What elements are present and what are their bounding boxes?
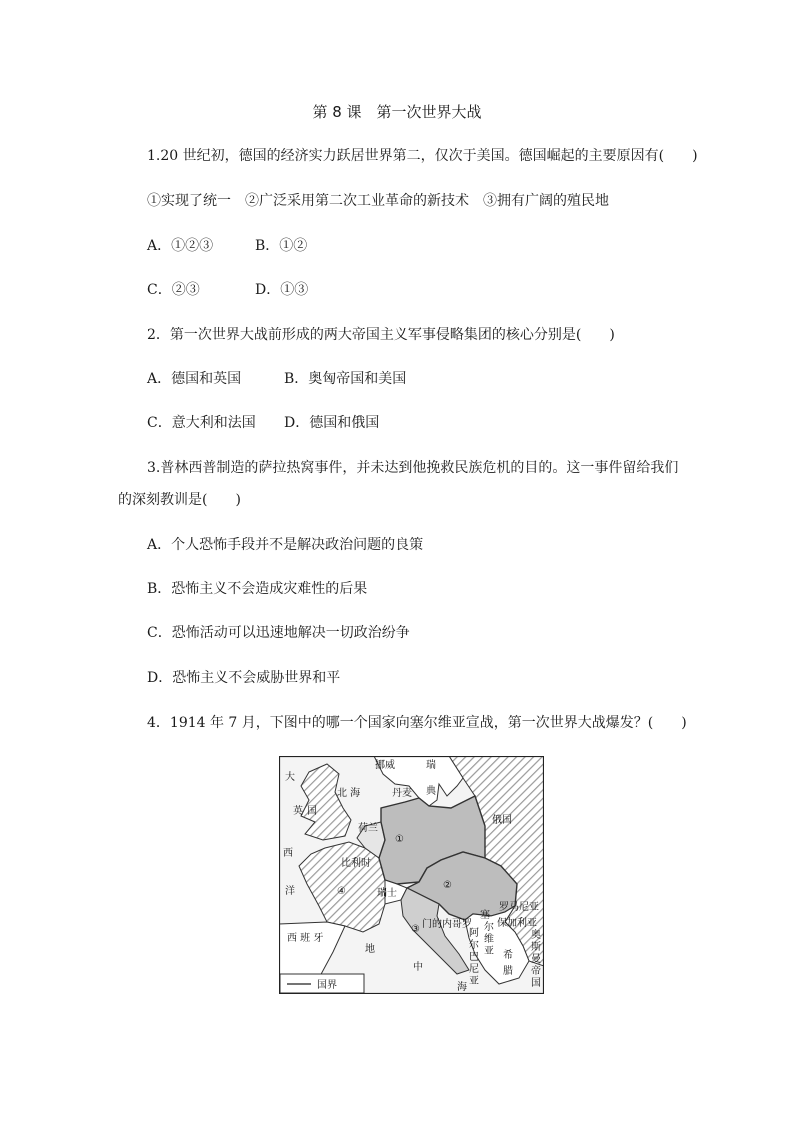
marker-4: ④ xyxy=(337,886,346,897)
label-med-2: 中 xyxy=(413,962,423,973)
question-3-option-b[interactable]: B．恐怖主义不会造成灾难性的后果 xyxy=(147,581,368,597)
label-ottoman-5: 国 xyxy=(531,978,541,989)
question-3-option-d[interactable]: D．恐怖主义不会威胁世界和平 xyxy=(147,670,341,686)
label-denmark: 丹麦 xyxy=(392,788,412,799)
label-ottoman-3: 曼 xyxy=(531,954,541,965)
question-3-option-a[interactable]: A．个人恐怖手段并不是解决政治问题的良策 xyxy=(147,537,424,553)
question-3-option-c[interactable]: C．恐怖活动可以迅速地解决一切政治纷争 xyxy=(147,625,410,641)
label-albania-1: 阿 xyxy=(469,928,479,939)
question-1-option-a[interactable]: A．①②③ xyxy=(147,238,214,254)
lesson-title: 第 8 课 第一次世界大战 xyxy=(312,103,482,121)
marker-1: ① xyxy=(395,834,404,845)
question-3-stem-line-2: 的深刻教训是( ) xyxy=(118,492,241,508)
map-svg xyxy=(279,756,544,994)
label-norway: 挪威 xyxy=(375,760,395,771)
label-med-3: 海 xyxy=(457,982,467,993)
question-2-option-d[interactable]: D．德国和俄国 xyxy=(284,415,380,431)
label-albania-4: 尼 xyxy=(469,964,479,975)
question-1-option-row-2 xyxy=(147,280,308,300)
question-1-option-row-1 xyxy=(147,236,307,256)
label-greece-1: 希 xyxy=(503,950,513,961)
question-2-option-c[interactable]: C．意大利和法国 xyxy=(147,415,256,431)
question-2-option-row-2 xyxy=(147,413,379,433)
question-1-items: ①实现了统一 ②广泛采用第二次工业革命的新技术 ③拥有广阔的殖民地 xyxy=(147,193,609,209)
label-montenegro: 门的内哥罗 xyxy=(422,919,472,930)
label-romania: 罗马尼亚 xyxy=(499,902,539,913)
label-albania-2: 尔 xyxy=(469,940,479,951)
question-1-option-d[interactable]: D．①③ xyxy=(255,282,309,298)
label-bulgaria: 保加利亚 xyxy=(497,918,537,929)
question-2-stem: 2．第一次世界大战前形成的两大帝国主义军事侵略集团的核心分别是( ) xyxy=(147,327,615,343)
label-spain: 西 班 牙 xyxy=(287,933,324,944)
label-albania-3: 巴 xyxy=(469,952,479,963)
label-switzerland: 瑞士 xyxy=(377,888,397,899)
label-serbia-4: 亚 xyxy=(484,946,494,957)
label-atlantic-2: 西 xyxy=(283,848,293,859)
label-greece-2: 腊 xyxy=(503,966,513,977)
label-med-1: 地 xyxy=(365,944,375,955)
question-2-option-b[interactable]: B．奥匈帝国和美国 xyxy=(284,371,407,387)
label-britain-1: 英 xyxy=(293,806,303,817)
label-serbia-1: 塞 xyxy=(480,910,490,921)
question-2-option-a[interactable]: A．德国和英国 xyxy=(147,371,242,387)
label-serbia-3: 维 xyxy=(484,934,494,945)
label-atlantic-3: 洋 xyxy=(285,886,295,897)
label-russia: 俄国 xyxy=(492,815,512,826)
question-4-stem: 4．1914 年 7 月，下图中的哪一个国家向塞尔维亚宣战，第一次世界大战爆发？( ) xyxy=(147,715,687,731)
label-belgium: 比利时 xyxy=(341,858,371,869)
label-ottoman-2: 斯 xyxy=(531,942,541,953)
label-netherlands: 荷兰 xyxy=(358,823,378,834)
question-1-option-b[interactable]: B．①② xyxy=(255,238,308,254)
question-1-option-c[interactable]: C．②③ xyxy=(147,282,200,298)
europe-1914-map xyxy=(279,756,544,994)
label-serbia-2: 尔 xyxy=(484,922,494,933)
marker-2: ② xyxy=(443,880,452,891)
label-ottoman-4: 帝 xyxy=(531,966,541,977)
label-atlantic-1: 大 xyxy=(285,772,295,783)
question-2-option-row-1 xyxy=(147,369,406,389)
label-north-sea: 北 海 xyxy=(337,788,361,799)
label-britain-2: 国 xyxy=(307,806,317,817)
label-sweden-2: 典 xyxy=(426,786,436,797)
label-ottoman-1: 奥 xyxy=(531,930,541,941)
legend-label: 国界 xyxy=(317,980,337,991)
marker-3: ③ xyxy=(411,924,420,935)
question-1-stem: 1.20 世纪初，德国的经济实力跃居世界第二，仅次于美国。德国崛起的主要原因有( ) xyxy=(147,148,698,164)
label-albania-5: 亚 xyxy=(469,976,479,987)
question-3-stem-line-1: 3.普林西普制造的萨拉热窝事件，并未达到他挽救民族危机的目的。这一事件留给我们 xyxy=(147,460,679,476)
label-sweden-1: 瑞 xyxy=(426,760,436,771)
